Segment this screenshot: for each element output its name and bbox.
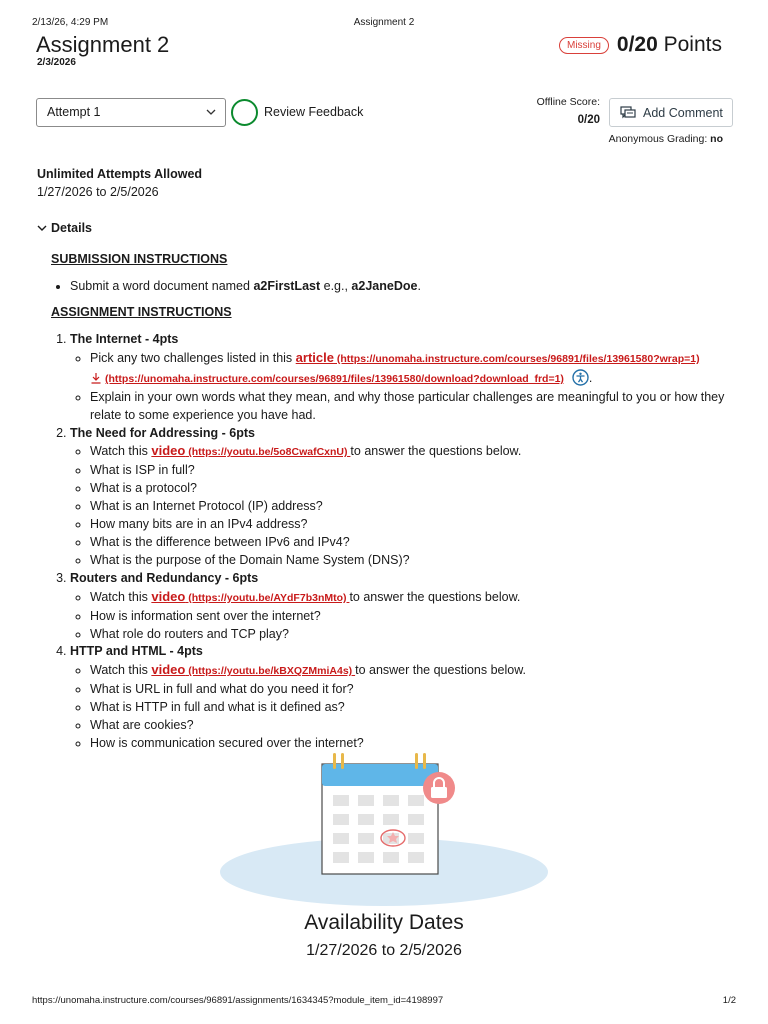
- feedback-status-icon[interactable]: [231, 99, 258, 126]
- video-link[interactable]: [151, 590, 349, 604]
- video-link[interactable]: [151, 444, 350, 458]
- attempt-select[interactable]: [36, 98, 226, 127]
- calendar-lock-illustration: [219, 750, 549, 910]
- list-item: ◦ How is communication secured over the internet?: [90, 735, 741, 753]
- submission-text: Submit a word document named: [70, 279, 254, 293]
- list-item: [70, 278, 741, 296]
- add-comment-button[interactable]: [609, 98, 733, 127]
- list-item: [90, 588, 741, 608]
- assignment-title: Assignment 2: [36, 32, 170, 57]
- submission-text-mid: e.g.,: [320, 279, 352, 293]
- list-item: ◦ What are cookies?: [90, 717, 741, 735]
- page-number: 1/2: [722, 995, 736, 1006]
- watch-prefix: Watch this: [90, 589, 152, 604]
- print-footer: [32, 995, 736, 1006]
- chevron-down-icon: [37, 224, 47, 232]
- watch-prefix: Watch this: [90, 444, 152, 459]
- list-item: ◦ What is HTTP in full and what is it defined as?: [90, 699, 741, 717]
- question-title: Routers and Redundancy - 6pts: [70, 570, 259, 585]
- comment-icon: [620, 106, 636, 120]
- video-link-url: (https://youtu.be/AYdF7b3nMto): [185, 591, 350, 604]
- attempts-heading: Unlimited Attempts Allowed: [37, 167, 203, 181]
- video-link-text: video: [151, 588, 186, 604]
- article-link-url: (https://unomaha.instructure.com/courses/96891/files/13961580?wrap=1): [333, 352, 700, 365]
- video-link-text: video: [151, 662, 186, 678]
- instructions-content: [51, 331, 741, 753]
- video-link-url: (https://youtu.be/5o8CwafCxnU): [185, 446, 351, 459]
- accessibility-icon[interactable]: [572, 369, 589, 386]
- article-link[interactable]: [296, 351, 700, 365]
- list-item: ◦ Explain in your own words what they mean, and why those particular challenges are meaningful to you or how they relate to some experience you have had.: [90, 389, 741, 425]
- list-item: [90, 349, 741, 389]
- availability-title: Availability Dates: [304, 911, 464, 934]
- question-title: HTTP and HTML - 4pts: [70, 644, 203, 659]
- question-title: The Internet - 4pts: [70, 332, 179, 346]
- watch-suffix: to answer the questions below.: [355, 663, 527, 678]
- print-datetime: 2/13/26, 4:29 PM: [32, 17, 109, 28]
- list-item: ◦ How is information sent over the internet?: [90, 608, 741, 626]
- video-link-text: video: [151, 443, 186, 459]
- anonymous-grading: [609, 133, 723, 145]
- video-link-url: (https://youtu.be/kBXQZMmiA4s): [185, 665, 356, 678]
- points-display: [617, 33, 722, 57]
- attempts-range: 1/27/2026 to 2/5/2026: [37, 185, 159, 199]
- submission-heading: SUBMISSION INSTRUCTIONS: [51, 252, 228, 266]
- add-comment-label: Add Comment: [643, 105, 723, 120]
- submission-text-end: .: [417, 279, 421, 293]
- q1-text: Pick any two challenges listed in this: [90, 350, 296, 365]
- print-title: Assignment 2: [353, 17, 415, 28]
- anonymous-grading-label: Anonymous Grading:: [608, 133, 708, 145]
- watch-suffix: to answer the questions below.: [349, 589, 521, 604]
- filename-example: a2FirstLast: [253, 279, 321, 293]
- list-item: ◦ What is ISP in full?: [90, 462, 741, 480]
- list-item: ◦ What is a protocol?: [90, 480, 741, 498]
- print-footer-url: https://unomaha.instructure.com/courses/96891/assignments/1634345?module_item_id=4198997: [32, 995, 444, 1006]
- review-feedback-link[interactable]: Review Feedback: [264, 105, 364, 119]
- list-item: [90, 661, 741, 681]
- list-item: ◦ What is the purpose of the Domain Name System (DNS)?: [90, 552, 741, 570]
- missing-status-badge: Missing: [559, 37, 609, 54]
- due-date: 2/3/2026: [37, 57, 76, 68]
- points-label: Points: [663, 33, 722, 56]
- list-item: ◦ What role do routers and TCP play?: [90, 626, 741, 644]
- list-item: ◦ What is URL in full and what do you need it for?: [90, 681, 741, 699]
- download-link-url: (https://unomaha.instructure.com/courses/96891/files/13961580/download?download_frd=1): [105, 372, 564, 385]
- list-item: [70, 643, 741, 752]
- list-item: [90, 442, 741, 462]
- list-item: [70, 331, 741, 425]
- attempt-selected-value: Attempt 1: [47, 105, 101, 119]
- submission-content: [51, 278, 741, 296]
- question-points: - 6pts: [218, 425, 255, 440]
- print-header: [32, 17, 736, 29]
- offline-score-label: Offline Score:: [536, 96, 600, 108]
- video-link[interactable]: [151, 663, 355, 677]
- filename-sample: a2JaneDoe: [351, 279, 418, 293]
- instructions-heading: ASSIGNMENT INSTRUCTIONS: [51, 305, 232, 319]
- details-toggle[interactable]: [37, 221, 92, 235]
- download-icon: [90, 372, 102, 384]
- offline-score-value: 0/20: [577, 114, 600, 126]
- list-item: [70, 570, 741, 644]
- list-item: ◦ What is an Internet Protocol (IP) address?: [90, 498, 741, 516]
- details-label: Details: [51, 221, 92, 235]
- anonymous-grading-value: no: [710, 133, 723, 145]
- points-value: 0/20: [616, 33, 658, 56]
- score-area: [559, 33, 722, 57]
- list-item: [70, 425, 741, 570]
- article-link-text: article: [295, 349, 334, 365]
- download-link[interactable]: [90, 371, 564, 385]
- list-item: ◦ What is the difference between IPv6 and IPv4?: [90, 534, 741, 552]
- availability-range: 1/27/2026 to 2/5/2026: [306, 942, 462, 959]
- question-title: The Need for Addressing: [70, 425, 219, 440]
- watch-suffix: to answer the questions below.: [350, 444, 522, 459]
- watch-prefix: Watch this: [90, 663, 152, 678]
- chevron-down-icon: [206, 107, 216, 117]
- q1-trailing: .: [588, 370, 593, 385]
- list-item: ◦ How many bits are in an IPv4 address?: [90, 516, 741, 534]
